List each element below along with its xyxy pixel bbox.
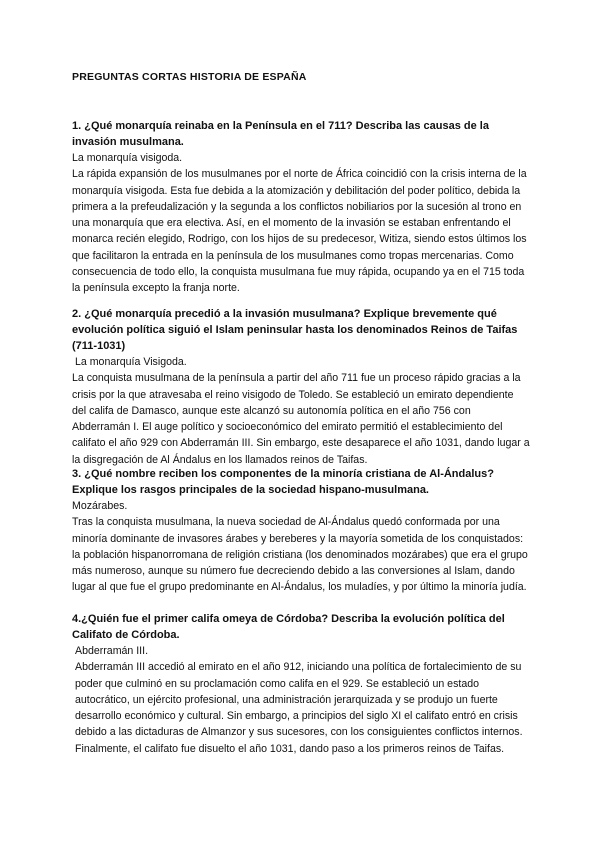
question-section-1 xyxy=(72,118,530,297)
question-heading: 1. ¿Qué monarquía reinaba en la Península en el 711? Describa las causas de la invasión musulmana. xyxy=(72,120,489,148)
short-answer: La monarquía Visigoda. xyxy=(75,356,187,368)
short-answer: Mozárabes. xyxy=(72,500,128,512)
question-heading: 4.¿Quién fue el primer califa omeya de Córdoba? Describa la evolución política del Califato de Córdoba. xyxy=(72,613,505,641)
answer-paragraph: Tras la conquista musulmana, la nueva sociedad de Al-Ándalus quedó conformada por una minoría dominante de invasores árabes y bereberes y la mayoría sometida de los conquistados: la población hispanorromana de religión cristiana (los denominados mozárabes) que era el grupo más numeroso, aunque su número fue decreciendo debido a las conversiones al Islam, dando lugar al que fue el grupo predominante en Al-Ándalus, los muladíes, y por último la minoría judía. xyxy=(72,516,528,594)
answer-paragraph: La rápida expansión de los musulmanes por el norte de África coincidió con la crisis interna de la monarquía visigoda. Esta fue debida a la atomización y debilitación del poder político, debida la primera a la prefeudalización y la segunda a los conflictos nobiliarios por la sucesión al trono en una monarquía que era electiva. Así, en el momento de la invasión se estaban enfrentando el monarca recién elegido, Rodrigo, con los hijos de su predecesor, Witiza, siendo estos últimos los que facilitaron la entrada en la península de los musulmanes como tropas mercenarias. Como consecuencia de todo ello, la conquista musulmana fue muy rápida, ocupando ya en el 715 toda la península excepto la franja norte. xyxy=(72,168,527,295)
answer-paragraph: Abderramán III accedió al emirato en el año 912, iniciando una política de fortalecimiento de su poder que culminó en su proclamación como califa en el 929. Se estableció un estado autocrático, un ejército profesional, una administración jerarquizada y se produjo un fuerte desarrollo económico y cultural. Sin embargo, a principios del siglo XI el califato entró en crisis debido a las dictaduras de Almanzor y sus sucesores, con los consiguientes conflictos internos. Finalmente, el califato fue disuelto el año 1031, dando paso a los primeros reinos de Taifas. xyxy=(75,661,523,755)
document-title: PREGUNTAS CORTAS HISTORIA DE ESPAÑA xyxy=(72,71,307,83)
question-heading: 3. ¿Qué nombre reciben los componentes de la minoría cristiana de Al-Ándalus? Explique los rasgos principales de la sociedad hispano-musulmana. xyxy=(72,468,494,496)
question-section-3 xyxy=(72,466,530,596)
short-answer: La monarquía visigoda. xyxy=(72,152,183,164)
question-section-4 xyxy=(72,611,530,757)
short-answer: Abderramán III. xyxy=(75,645,149,657)
question-heading: 2. ¿Qué monarquía precedió a la invasión musulmana? Explique brevemente qué evolución política siguió el Islam peninsular hasta los denominados Reinos de Taifas (711-1031) xyxy=(72,308,518,352)
answer-paragraph: La conquista musulmana de la península a partir del año 711 fue un proceso rápido gracias a la crisis por la que atravesaba el reino visigodo de Toledo. Se estableció un emirato dependiente del califa de Damasco, aunque este alcanzó su autonomía política en el año 756 con Abderramán I. El auge político y socioeconómico del emirato permitió el establecimiento del califato el año 929 con Abderramán III. Sin embargo, este desaparece el año 1031, dando lugar a la disgregación de Al Ándalus en los llamados reinos de Taifas. xyxy=(72,372,530,466)
question-section-2 xyxy=(72,306,530,468)
